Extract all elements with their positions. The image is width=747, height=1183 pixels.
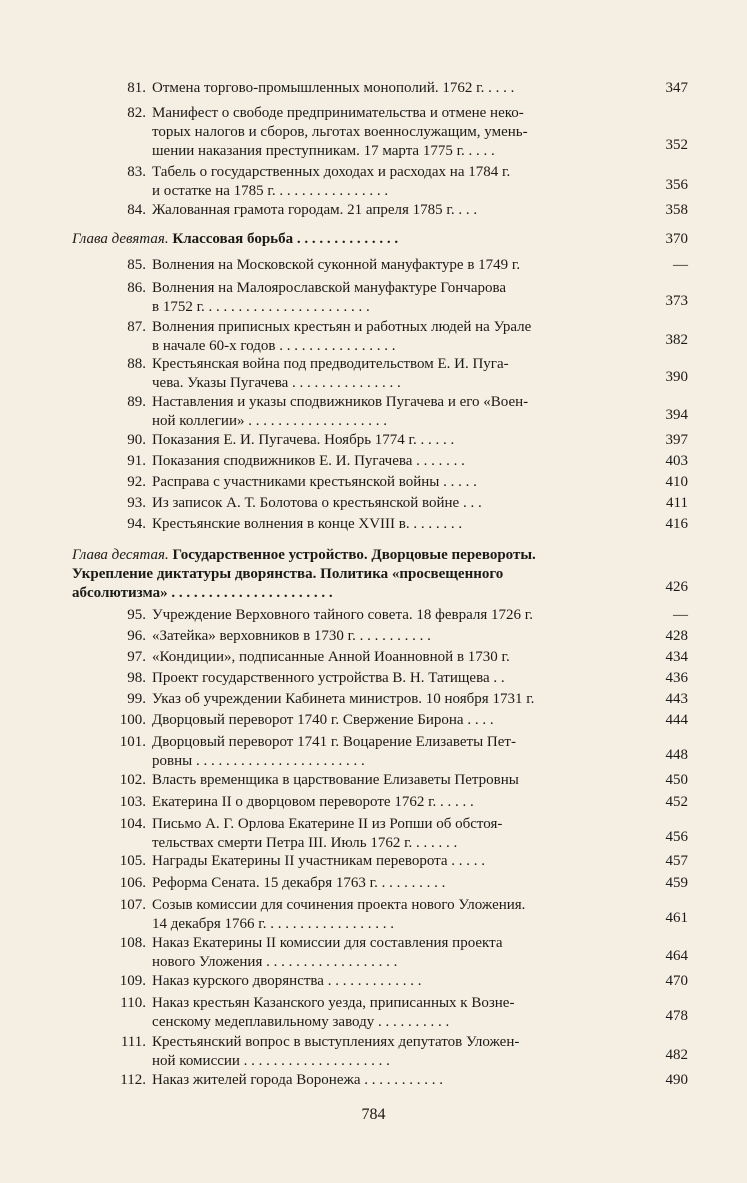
entry-title-line: «Затейка» верховников в 1730 г. . . . . . . . . . . xyxy=(152,628,431,644)
entry-number: 85. xyxy=(127,257,146,273)
entry-title-line: Крестьянские волнения в конце XVIII в. . . . . . . . xyxy=(152,516,463,532)
entry-title-line: Созыв комиссии для сочинения проекта нового Уложения. xyxy=(152,897,526,913)
entry-page-number: 448 xyxy=(665,747,688,763)
entry-title-line: Крестьянская война под предводительством Е. И. Пуга- xyxy=(152,356,509,372)
entry-title xyxy=(152,494,632,513)
entry-title-line: Наказ крестьян Казанского уезда, приписанных к Возне- xyxy=(152,995,515,1011)
entry-number: 98. xyxy=(127,670,146,686)
entry-number: 104. xyxy=(119,816,146,832)
entry-title xyxy=(152,1033,632,1071)
entry-title-line: ной комиссии . . . . . . . . . . . . . . . . . . . . xyxy=(152,1053,390,1069)
entry-title-line: Манифест о свободе предпринимательства и отмене неко- xyxy=(152,105,524,121)
entry-number: 87. xyxy=(127,319,146,335)
entry-number: 110. xyxy=(120,995,146,1011)
entry-title-line: Указ об учреждении Кабинета министров. 10 ноября 1731 г. xyxy=(152,691,535,707)
entry-title-line: Реформа Сената. 15 декабря 1763 г. . . . . . . . . . xyxy=(152,875,446,891)
entry-page-number: 443 xyxy=(665,691,688,707)
entry-page-number: 461 xyxy=(665,910,688,926)
entry-number: 93. xyxy=(127,495,146,511)
entry-page-number: 434 xyxy=(665,649,688,665)
entry-title xyxy=(152,104,632,161)
entry-page-number: 478 xyxy=(665,1008,688,1024)
entry-title xyxy=(152,648,632,667)
entry-title-line: Наказ курского дворянства . . . . . . . . . . . . . xyxy=(152,973,422,989)
entry-title-line: абсолютизма» . . . . . . . . . . . . . . . . . . . . . . xyxy=(72,585,333,601)
entry-title-line: Показания Е. И. Пугачева. Ноябрь 1774 г. . . . . . xyxy=(152,432,455,448)
entry-number: 111. xyxy=(120,1034,146,1050)
entry-title-line: и остатке на 1785 г. . . . . . . . . . . . . . . . xyxy=(152,183,389,199)
entry-page-number: 459 xyxy=(665,875,688,891)
entry-number: 81. xyxy=(127,80,146,96)
entry-page-number: 456 xyxy=(665,829,688,845)
entry-page-number: 416 xyxy=(665,516,688,532)
entry-title-line: сенскому медеплавильному заводу . . . . . . . . . . xyxy=(152,1014,450,1030)
entry-page-number: 394 xyxy=(665,407,688,423)
entry-title xyxy=(152,606,632,625)
entry-title xyxy=(152,896,632,934)
entry-page-number: 452 xyxy=(665,794,688,810)
entry-title xyxy=(152,279,632,317)
entry-number: 103. xyxy=(119,794,146,810)
entry-title-line: шении наказания преступникам. 17 марта 1775 г. . . . . xyxy=(152,143,495,159)
entry-title-line: Показания сподвижников Е. И. Пугачева . . . . . . . xyxy=(152,453,465,469)
entry-title xyxy=(152,515,632,534)
entry-title xyxy=(152,690,632,709)
entry-title-line: Глава девятая. Классовая борьба . . . . . . . . . . . . . . xyxy=(72,231,399,247)
entry-title xyxy=(152,771,632,790)
entry-title-line: «Кондиции», подписанные Анной Иоанновной в 1730 г. xyxy=(152,649,510,665)
entry-page-number: 347 xyxy=(665,80,688,96)
entry-title-line: в 1752 г. . . . . . . . . . . . . . . . . . . . . . . xyxy=(152,299,370,315)
entry-title-line: Власть временщика в царствование Елизаветы Петровны xyxy=(152,772,519,788)
entry-page-number: 397 xyxy=(665,432,688,448)
entry-number: 99. xyxy=(127,691,146,707)
entry-page-number: 444 xyxy=(665,712,688,728)
entry-title xyxy=(152,452,632,471)
entry-title-line: Награды Екатерины II участникам переворота . . . . . xyxy=(152,853,486,869)
chapter-label: Глава десятая. xyxy=(72,547,169,563)
entry-title xyxy=(152,201,632,220)
entry-title xyxy=(152,711,632,730)
entry-title-line: Учреждение Верховного тайного совета. 18 февраля 1726 г. xyxy=(152,607,533,623)
entry-page-number: 436 xyxy=(665,670,688,686)
entry-number: 90. xyxy=(127,432,146,448)
entry-number: 102. xyxy=(119,772,146,788)
entry-number: 89. xyxy=(127,394,146,410)
entry-page-number: 390 xyxy=(665,369,688,385)
entry-title xyxy=(152,318,632,356)
entry-title-line: Дворцовый переворот 1740 г. Свержение Бирона . . . . xyxy=(152,712,494,728)
entry-title xyxy=(152,431,632,450)
entry-number: 106. xyxy=(119,875,146,891)
entry-number: 96. xyxy=(127,628,146,644)
entry-page-number: 470 xyxy=(665,973,688,989)
entry-page-number: 403 xyxy=(665,453,688,469)
entry-page-number: 352 xyxy=(665,137,688,153)
entry-number: 92. xyxy=(127,474,146,490)
page-number: 784 xyxy=(361,1106,386,1123)
entry-title-line: торых налогов и сборов, льготах военнослужащим, умень- xyxy=(152,124,528,140)
entry-title xyxy=(152,852,632,871)
entry-title xyxy=(152,733,632,771)
entry-title-line: Из записок А. Т. Болотова о крестьянской войне . . . xyxy=(152,495,482,511)
entry-page-number: 457 xyxy=(665,853,688,869)
entry-title xyxy=(152,994,632,1032)
entry-page-number: 482 xyxy=(665,1047,688,1063)
entry-title-line: тельствах смерти Петра III. Июль 1762 г. . . . . . . xyxy=(152,835,458,851)
entry-number: 100. xyxy=(119,712,146,728)
entry-title-line: Письмо А. Г. Орлова Екатерине II из Ропши об обстоя- xyxy=(152,816,503,832)
entry-title-line: Глава десятая. Государственное устройство. Дворцовые перевороты. xyxy=(72,547,536,563)
entry-number: 95. xyxy=(127,607,146,623)
entry-number: 112. xyxy=(120,1072,146,1088)
entry-title-line: Дворцовый переворот 1741 г. Воцарение Елизаветы Пет- xyxy=(152,734,516,750)
entry-page-number: 370 xyxy=(665,231,688,247)
entry-number: 83. xyxy=(127,164,146,180)
entry-title xyxy=(152,473,632,492)
entry-title xyxy=(152,972,632,991)
entry-title-line: 14 декабря 1766 г. . . . . . . . . . . . . . . . . . xyxy=(152,916,394,932)
entry-title xyxy=(152,934,632,972)
entry-title-line: Наставления и указы сподвижников Пугачева и его «Воен- xyxy=(152,394,529,410)
entry-page-number: 356 xyxy=(665,177,688,193)
entry-page-number: 373 xyxy=(665,293,688,309)
entry-title-line: Проект государственного устройства В. Н. Татищева . . xyxy=(152,670,505,686)
entry-number: 86. xyxy=(127,280,146,296)
entry-title xyxy=(72,230,634,249)
entry-title xyxy=(152,393,632,431)
entry-title-line: Жалованная грамота городам. 21 апреля 1785 г. . . . xyxy=(152,202,478,218)
entry-title-line: Наказ Екатерины II комиссии для составления проекта xyxy=(152,935,503,951)
entry-number: 109. xyxy=(119,973,146,989)
entry-number: 91. xyxy=(127,453,146,469)
entry-page-number: — xyxy=(673,607,688,623)
entry-page-number: 410 xyxy=(665,474,688,490)
entry-number: 101. xyxy=(119,734,146,750)
entry-title xyxy=(72,546,634,603)
entry-title xyxy=(152,815,632,853)
entry-title-line: Расправа с участниками крестьянской войны . . . . . xyxy=(152,474,477,490)
entry-title xyxy=(152,627,632,646)
entry-page-number: — xyxy=(673,257,688,273)
entry-number: 108. xyxy=(119,935,146,951)
entry-number: 107. xyxy=(119,897,146,913)
entry-title xyxy=(152,355,632,393)
entry-page-number: 382 xyxy=(665,332,688,348)
entry-number: 94. xyxy=(127,516,146,532)
entry-title xyxy=(152,163,632,201)
entry-page-number: 411 xyxy=(666,495,688,511)
entry-title-line: Отмена торгово-промышленных монополий. 1762 г. . . . . xyxy=(152,80,515,96)
entry-title-line: Екатерина II о дворцовом перевороте 1762 г. . . . . . xyxy=(152,794,474,810)
entry-number: 84. xyxy=(127,202,146,218)
entry-title-line: Наказ жителей города Воронежа . . . . . . . . . . . xyxy=(152,1072,444,1088)
entry-number: 88. xyxy=(127,356,146,372)
entry-number: 105. xyxy=(119,853,146,869)
entry-title xyxy=(152,793,632,812)
entry-title xyxy=(152,79,632,98)
entry-title-line: Табель о государственных доходах и расходах на 1784 г. xyxy=(152,164,511,180)
entry-page-number: 464 xyxy=(665,948,688,964)
entry-title xyxy=(152,669,632,688)
entry-title xyxy=(152,256,632,275)
entry-number: 97. xyxy=(127,649,146,665)
entry-page-number: 426 xyxy=(665,579,688,595)
entry-title-line: ровны . . . . . . . . . . . . . . . . . . . . . . . xyxy=(152,753,365,769)
entry-title-line: Волнения на Малоярославской мануфактуре Гончарова xyxy=(152,280,507,296)
entry-title-line: нового Уложения . . . . . . . . . . . . . . . . . . xyxy=(152,954,398,970)
entry-page-number: 428 xyxy=(665,628,688,644)
entry-title-line: Волнения приписных крестьян и работных людей на Урале xyxy=(152,319,532,335)
entry-title-line: чева. Указы Пугачева . . . . . . . . . . . . . . . xyxy=(152,375,401,391)
entry-title-line: в начале 60-х годов . . . . . . . . . . . . . . . . xyxy=(152,338,396,354)
entry-page-number: 358 xyxy=(665,202,688,218)
entry-title-line: Крестьянский вопрос в выступлениях депутатов Уложен- xyxy=(152,1034,520,1050)
entry-title-line: Укрепление диктатуры дворянства. Политика «просвещенного xyxy=(72,566,504,582)
entry-title xyxy=(152,1071,632,1090)
entry-title-line: ной коллегии» . . . . . . . . . . . . . . . . . . . xyxy=(152,413,387,429)
entry-page-number: 490 xyxy=(665,1072,688,1088)
entry-title xyxy=(152,874,632,893)
chapter-label: Глава девятая. xyxy=(72,231,169,247)
entry-page-number: 450 xyxy=(665,772,688,788)
entry-number: 82. xyxy=(127,105,146,121)
entry-title-line: Волнения на Московской суконной мануфактуре в 1749 г. xyxy=(152,257,521,273)
